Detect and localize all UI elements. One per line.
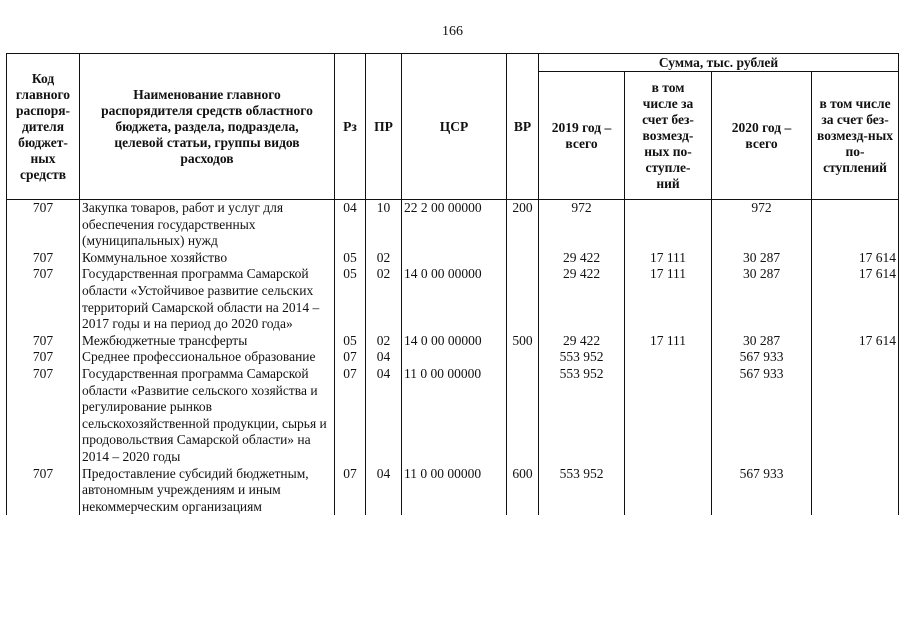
header-pr: ПР bbox=[366, 54, 402, 200]
cell-name: Среднее профессиональное образование bbox=[80, 349, 335, 366]
cell-vr: 500 bbox=[507, 333, 539, 350]
cell-2019-total: 972 bbox=[539, 200, 625, 250]
cell-code: 707 bbox=[7, 200, 80, 250]
table-row bbox=[7, 333, 899, 350]
cell-rz: 05 bbox=[335, 333, 366, 350]
header-rz: Рз bbox=[335, 54, 366, 200]
cell-csr: 11 0 00 00000 bbox=[402, 466, 507, 516]
table-row bbox=[7, 200, 899, 250]
cell-2020-total: 567 933 bbox=[712, 366, 812, 466]
table-row bbox=[7, 250, 899, 267]
cell-name: Государственная программа Самарской области «Развитие сельского хозяйства и регулирование рынков сельскохозяйственной продукции, сырья и продовольствия Самарской области» на 2014 – 2020 годы bbox=[80, 366, 335, 466]
table-body bbox=[7, 200, 899, 516]
cell-2020-total: 567 933 bbox=[712, 349, 812, 366]
header-2019-total: 2019 год – всего bbox=[539, 72, 625, 200]
cell-code: 707 bbox=[7, 266, 80, 332]
cell-2019-total: 29 422 bbox=[539, 250, 625, 267]
cell-code: 707 bbox=[7, 366, 80, 466]
cell-rz: 07 bbox=[335, 366, 366, 466]
budget-table bbox=[6, 53, 899, 515]
header-csr: ЦСР bbox=[402, 54, 507, 200]
cell-vr: 600 bbox=[507, 466, 539, 516]
table-row bbox=[7, 349, 899, 366]
cell-2020-free bbox=[812, 349, 899, 366]
cell-pr: 04 bbox=[366, 466, 402, 516]
cell-rz: 05 bbox=[335, 250, 366, 267]
header-vr: ВР bbox=[507, 54, 539, 200]
header-2020-total: 2020 год – всего bbox=[712, 72, 812, 200]
header-2019-free: в том числе за счет без-возмезд-ных по-ступле-ний bbox=[625, 72, 712, 200]
cell-csr: 14 0 00 00000 bbox=[402, 333, 507, 350]
cell-code: 707 bbox=[7, 466, 80, 516]
cell-rz: 07 bbox=[335, 466, 366, 516]
cell-code: 707 bbox=[7, 250, 80, 267]
cell-csr: 11 0 00 00000 bbox=[402, 366, 507, 466]
cell-2019-free bbox=[625, 200, 712, 250]
cell-pr: 02 bbox=[366, 333, 402, 350]
cell-2020-free: 17 614 bbox=[812, 333, 899, 350]
cell-rz: 07 bbox=[335, 349, 366, 366]
cell-2019-free: 17 111 bbox=[625, 333, 712, 350]
cell-2019-total: 553 952 bbox=[539, 349, 625, 366]
cell-name: Коммунальное хозяйство bbox=[80, 250, 335, 267]
cell-2020-free bbox=[812, 366, 899, 466]
table-row bbox=[7, 266, 899, 332]
header-2020-free: в том числе за счет без-возмезд-ных по-ступлений bbox=[812, 72, 899, 200]
cell-2020-free: 17 614 bbox=[812, 250, 899, 267]
cell-pr: 04 bbox=[366, 366, 402, 466]
cell-csr bbox=[402, 250, 507, 267]
header-name: Наименование главного распорядителя средств областного бюджета, раздела, подраздела, целевой статьи, группы видов расходов bbox=[80, 54, 335, 200]
cell-code: 707 bbox=[7, 349, 80, 366]
cell-2019-total: 29 422 bbox=[539, 333, 625, 350]
cell-rz: 05 bbox=[335, 266, 366, 332]
cell-vr bbox=[507, 349, 539, 366]
cell-csr: 14 0 00 00000 bbox=[402, 266, 507, 332]
cell-rz: 04 bbox=[335, 200, 366, 250]
cell-csr: 22 2 00 00000 bbox=[402, 200, 507, 250]
cell-2020-total: 30 287 bbox=[712, 266, 812, 332]
cell-vr bbox=[507, 266, 539, 332]
cell-pr: 02 bbox=[366, 266, 402, 332]
cell-2019-free bbox=[625, 466, 712, 516]
cell-2020-free: 17 614 bbox=[812, 266, 899, 332]
cell-vr bbox=[507, 366, 539, 466]
cell-2020-total: 972 bbox=[712, 200, 812, 250]
cell-pr: 02 bbox=[366, 250, 402, 267]
cell-2020-total: 30 287 bbox=[712, 333, 812, 350]
cell-name: Межбюджетные трансферты bbox=[80, 333, 335, 350]
cell-name: Предоставление субсидий бюджетным, автономным учреждениям и иным некоммерческим организациям bbox=[80, 466, 335, 516]
cell-2020-free bbox=[812, 466, 899, 516]
table-row bbox=[7, 366, 899, 466]
header-code: Код главного распоря-дителя бюджет-ных средств bbox=[7, 54, 80, 200]
cell-name: Закупка товаров, работ и услуг для обеспечения государственных (муниципальных) нужд bbox=[80, 200, 335, 250]
cell-2020-total: 30 287 bbox=[712, 250, 812, 267]
cell-2019-total: 553 952 bbox=[539, 366, 625, 466]
cell-2019-total: 553 952 bbox=[539, 466, 625, 516]
page-number: 166 bbox=[442, 24, 463, 39]
cell-pr: 04 bbox=[366, 349, 402, 366]
cell-vr: 200 bbox=[507, 200, 539, 250]
table-header bbox=[7, 54, 899, 200]
cell-2019-free: 17 111 bbox=[625, 266, 712, 332]
cell-2020-total: 567 933 bbox=[712, 466, 812, 516]
cell-code: 707 bbox=[7, 333, 80, 350]
cell-2019-free bbox=[625, 366, 712, 466]
cell-vr bbox=[507, 250, 539, 267]
cell-2019-free: 17 111 bbox=[625, 250, 712, 267]
header-sum-group: Сумма, тыс. рублей bbox=[539, 54, 899, 72]
cell-csr bbox=[402, 349, 507, 366]
cell-name: Государственная программа Самарской области «Устойчивое развитие сельских территорий Самарской области на 2014 – 2017 годы и на период до 2020 года» bbox=[80, 266, 335, 332]
table-row bbox=[7, 466, 899, 516]
cell-2020-free bbox=[812, 200, 899, 250]
cell-2019-total: 29 422 bbox=[539, 266, 625, 332]
cell-2019-free bbox=[625, 349, 712, 366]
cell-pr: 10 bbox=[366, 200, 402, 250]
